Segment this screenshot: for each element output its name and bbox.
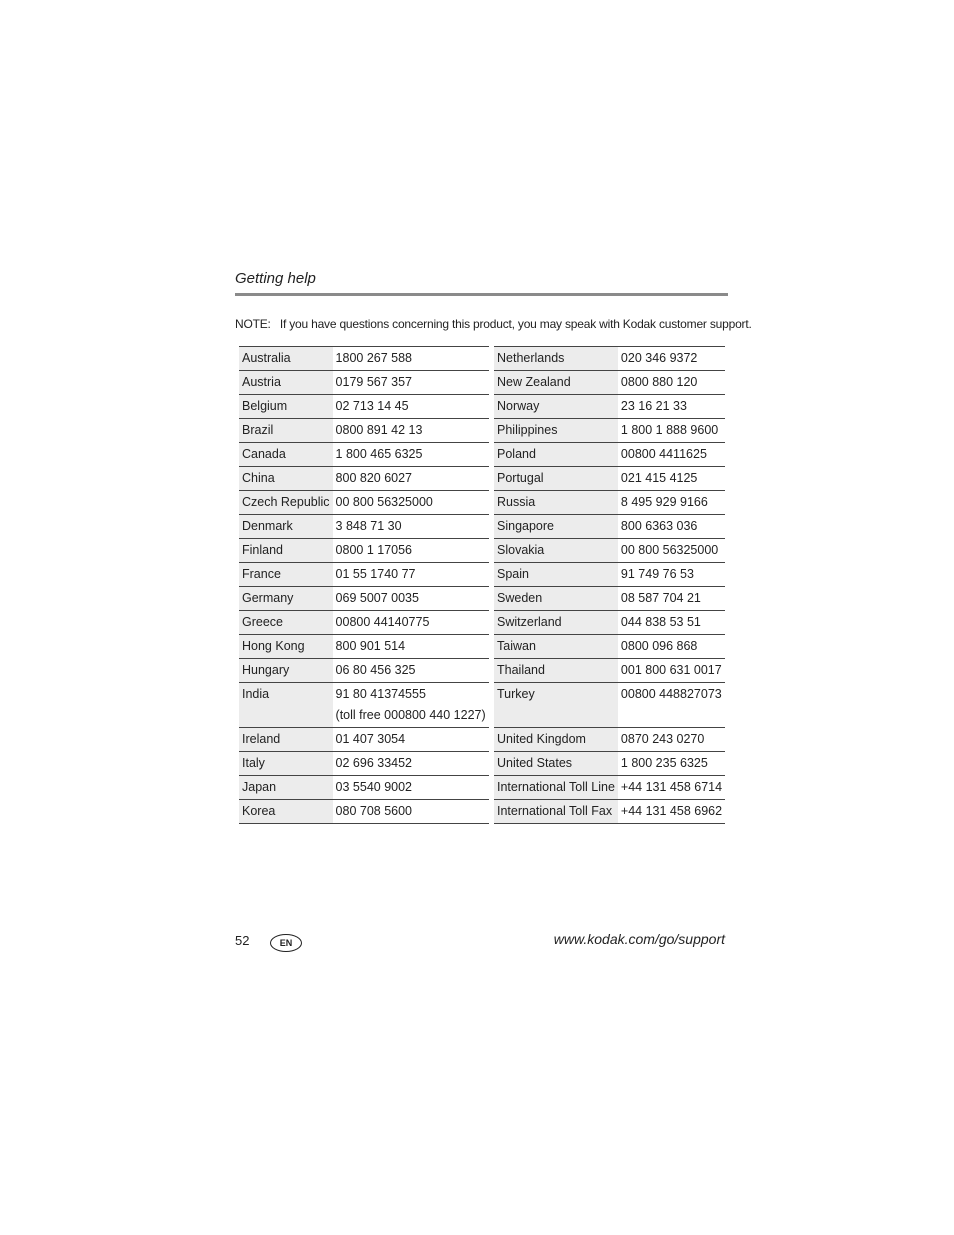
table-row bbox=[494, 611, 725, 635]
note-label: NOTE: bbox=[235, 317, 271, 331]
phone-number: 00800 448827073 bbox=[620, 687, 722, 701]
country-cell: Singapore bbox=[494, 515, 618, 539]
country-cell: United Kingdom bbox=[494, 728, 618, 752]
country-cell: Thailand bbox=[494, 659, 618, 683]
table-row bbox=[239, 395, 489, 419]
phone-cell bbox=[618, 587, 725, 611]
country-cell: Spain bbox=[494, 563, 618, 587]
phone-number: 069 5007 0035 bbox=[335, 591, 419, 605]
phone-cell bbox=[333, 347, 489, 371]
phone-number: 021 415 4125 bbox=[620, 471, 698, 485]
phone-cell bbox=[618, 347, 725, 371]
phone-cell bbox=[333, 635, 489, 659]
phone-number: +44 131 458 6714 bbox=[620, 780, 723, 794]
phone-cell bbox=[618, 683, 725, 728]
country-cell: France bbox=[239, 563, 333, 587]
table-row bbox=[494, 395, 725, 419]
country-cell: United States bbox=[494, 752, 618, 776]
phone-number: 800 6363 036 bbox=[620, 519, 698, 533]
table-row bbox=[494, 515, 725, 539]
table-row bbox=[494, 347, 725, 371]
phone-cell bbox=[333, 587, 489, 611]
phone-cell bbox=[333, 491, 489, 515]
phone-cell bbox=[333, 419, 489, 443]
phone-number: 00 800 56325000 bbox=[620, 543, 719, 557]
country-cell: Italy bbox=[239, 752, 333, 776]
phone-number: 02 713 14 45 bbox=[335, 399, 409, 413]
country-cell: Russia bbox=[494, 491, 618, 515]
phone-number: 001 800 631 0017 bbox=[620, 663, 722, 677]
country-cell: Austria bbox=[239, 371, 333, 395]
phone-number: 1 800 465 6325 bbox=[335, 447, 423, 461]
table-row bbox=[494, 659, 725, 683]
country-cell: Philippines bbox=[494, 419, 618, 443]
phone-cell bbox=[333, 776, 489, 800]
table-row bbox=[494, 539, 725, 563]
phone-cell bbox=[333, 611, 489, 635]
phone-cell bbox=[333, 800, 489, 824]
table-row bbox=[494, 683, 725, 728]
phone-number: 00800 44140775 bbox=[335, 615, 430, 629]
country-cell: Norway bbox=[494, 395, 618, 419]
country-cell: Brazil bbox=[239, 419, 333, 443]
phone-number: 020 346 9372 bbox=[620, 351, 698, 365]
phone-number: 3 848 71 30 bbox=[335, 519, 402, 533]
phone-note: (toll free 000800 440 1227) bbox=[335, 708, 486, 722]
title-rule bbox=[235, 293, 728, 296]
phone-cell bbox=[618, 491, 725, 515]
phone-cell bbox=[333, 467, 489, 491]
country-cell: International Toll Line bbox=[494, 776, 618, 800]
phone-cell bbox=[618, 635, 725, 659]
country-cell: China bbox=[239, 467, 333, 491]
page-number: 52 bbox=[235, 933, 250, 948]
table-row bbox=[239, 635, 489, 659]
phone-number: 01 407 3054 bbox=[335, 732, 406, 746]
phone-cell bbox=[618, 371, 725, 395]
phone-cell bbox=[333, 539, 489, 563]
table-row bbox=[494, 728, 725, 752]
country-cell: Sweden bbox=[494, 587, 618, 611]
table-row bbox=[239, 347, 489, 371]
table-row bbox=[494, 491, 725, 515]
phone-number: 800 901 514 bbox=[335, 639, 406, 653]
phone-cell bbox=[618, 611, 725, 635]
country-cell: Finland bbox=[239, 539, 333, 563]
phone-number: +44 131 458 6962 bbox=[620, 804, 723, 818]
support-url[interactable]: www.kodak.com/go/support bbox=[553, 931, 725, 947]
country-cell: Denmark bbox=[239, 515, 333, 539]
phone-number: 00 800 56325000 bbox=[335, 495, 433, 509]
table-row bbox=[239, 776, 489, 800]
country-cell: Germany bbox=[239, 587, 333, 611]
phone-cell bbox=[618, 443, 725, 467]
phone-cell bbox=[333, 659, 489, 683]
phone-note bbox=[621, 706, 722, 724]
phone-number: 0800 891 42 13 bbox=[335, 423, 423, 437]
phone-cell bbox=[618, 752, 725, 776]
phone-number: 03 5540 9002 bbox=[335, 780, 413, 794]
table-row bbox=[494, 419, 725, 443]
phone-cell bbox=[618, 467, 725, 491]
table-row bbox=[239, 800, 489, 824]
phone-cell bbox=[333, 443, 489, 467]
phone-number: 0179 567 357 bbox=[335, 375, 413, 389]
phone-cell bbox=[333, 395, 489, 419]
table-row bbox=[494, 443, 725, 467]
phone-number: 01 55 1740 77 bbox=[335, 567, 416, 581]
phone-number: 1800 267 588 bbox=[335, 351, 413, 365]
phone-number: 0800 096 868 bbox=[620, 639, 698, 653]
phone-number: 1 800 235 6325 bbox=[620, 756, 708, 770]
phone-number: 800 820 6027 bbox=[335, 471, 413, 485]
contacts-table-left bbox=[239, 346, 489, 824]
phone-cell bbox=[333, 515, 489, 539]
phone-cell bbox=[618, 563, 725, 587]
phone-cell bbox=[333, 752, 489, 776]
phone-number: 080 708 5600 bbox=[335, 804, 413, 818]
phone-number: 8 495 929 9166 bbox=[620, 495, 708, 509]
country-cell: Slovakia bbox=[494, 539, 618, 563]
country-cell: Hungary bbox=[239, 659, 333, 683]
phone-cell bbox=[333, 683, 489, 728]
country-cell: Turkey bbox=[494, 683, 618, 728]
country-cell: Netherlands bbox=[494, 347, 618, 371]
table-row bbox=[239, 752, 489, 776]
note-text: If you have questions concerning this product, you may speak with Kodak customer support. bbox=[279, 317, 752, 331]
phone-number: 00800 4411625 bbox=[620, 447, 707, 461]
table-row bbox=[239, 467, 489, 491]
phone-cell bbox=[618, 659, 725, 683]
table-row bbox=[494, 800, 725, 824]
phone-number: 02 696 33452 bbox=[335, 756, 413, 770]
phone-number: 1 800 1 888 9600 bbox=[620, 423, 719, 437]
contacts-table-right bbox=[494, 346, 725, 824]
country-cell: Japan bbox=[239, 776, 333, 800]
phone-cell bbox=[618, 515, 725, 539]
country-cell: Taiwan bbox=[494, 635, 618, 659]
phone-number: 0800 1 17056 bbox=[335, 543, 413, 557]
table-row bbox=[239, 659, 489, 683]
phone-number: 0800 880 120 bbox=[620, 375, 698, 389]
phone-cell bbox=[618, 419, 725, 443]
phone-cell bbox=[618, 539, 725, 563]
country-cell: Korea bbox=[239, 800, 333, 824]
country-cell: Czech Republic bbox=[239, 491, 333, 515]
table-row bbox=[239, 611, 489, 635]
phone-cell bbox=[618, 800, 725, 824]
country-cell: Australia bbox=[239, 347, 333, 371]
table-row bbox=[239, 683, 489, 728]
country-cell: Canada bbox=[239, 443, 333, 467]
table-row bbox=[239, 515, 489, 539]
phone-number: 044 838 53 51 bbox=[620, 615, 701, 629]
table-row bbox=[239, 491, 489, 515]
language-badge: EN bbox=[270, 934, 302, 952]
country-cell: International Toll Fax bbox=[494, 800, 618, 824]
phone-cell bbox=[333, 371, 489, 395]
phone-number: 0870 243 0270 bbox=[620, 732, 705, 746]
table-row bbox=[239, 371, 489, 395]
phone-cell bbox=[618, 776, 725, 800]
table-row bbox=[239, 587, 489, 611]
table-row bbox=[494, 635, 725, 659]
country-cell: Hong Kong bbox=[239, 635, 333, 659]
country-cell: Poland bbox=[494, 443, 618, 467]
section-title: Getting help bbox=[235, 270, 316, 287]
table-row bbox=[239, 419, 489, 443]
phone-number: 06 80 456 325 bbox=[335, 663, 416, 677]
table-row bbox=[494, 587, 725, 611]
table-row bbox=[494, 776, 725, 800]
phone-number: 91 749 76 53 bbox=[620, 567, 694, 581]
country-cell: Portugal bbox=[494, 467, 618, 491]
table-row bbox=[494, 371, 725, 395]
table-row bbox=[494, 467, 725, 491]
country-cell: Switzerland bbox=[494, 611, 618, 635]
phone-cell bbox=[618, 395, 725, 419]
phone-number: 08 587 704 21 bbox=[620, 591, 701, 605]
country-cell: Greece bbox=[239, 611, 333, 635]
phone-cell bbox=[333, 728, 489, 752]
table-row bbox=[494, 752, 725, 776]
table-row bbox=[239, 539, 489, 563]
phone-number: 91 80 41374555 bbox=[335, 687, 426, 701]
phone-cell bbox=[618, 728, 725, 752]
country-cell: Ireland bbox=[239, 728, 333, 752]
country-cell: India bbox=[239, 683, 333, 728]
table-row bbox=[494, 563, 725, 587]
table-row bbox=[239, 563, 489, 587]
phone-cell bbox=[333, 563, 489, 587]
table-row bbox=[239, 728, 489, 752]
support-note bbox=[235, 317, 752, 331]
phone-number: 23 16 21 33 bbox=[620, 399, 687, 413]
country-cell: Belgium bbox=[239, 395, 333, 419]
table-row bbox=[239, 443, 489, 467]
country-cell: New Zealand bbox=[494, 371, 618, 395]
